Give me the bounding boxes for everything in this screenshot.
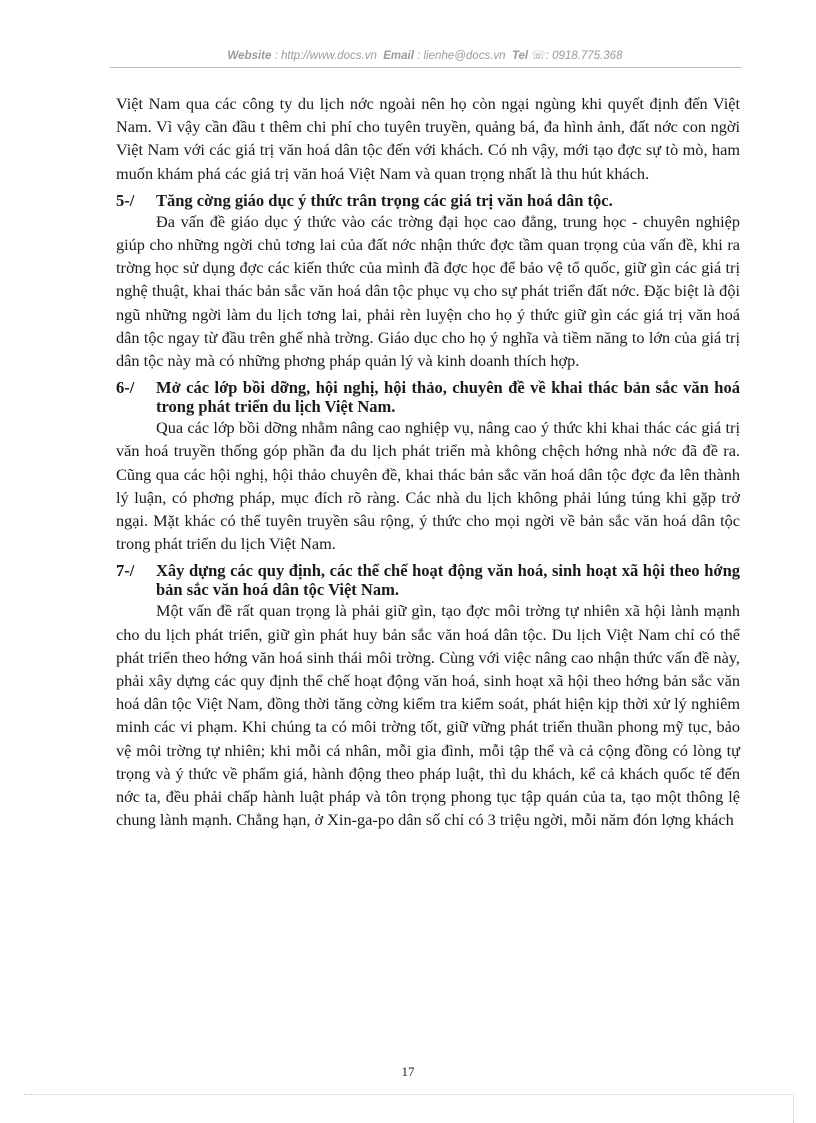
website-label: Website bbox=[227, 50, 272, 62]
section-6-body: Qua các lớp bồi dỡng nhằm nâng cao nghiệp vụ, nâng cao ý thức khi khai thác các giá trị văn hoá truyền thống góp phần đa du lịch phát triển mà không chệch hớng nhà nớc đã đề ra. Cũng qua các hội nghị, hội thảo chuyên đề, khai thác bản sắc văn hoá dân tộc đợc đa lên thành lý luận, có phơng pháp, mục đích rõ ràng. Các nhà du lịch không phải lúng túng khi gặp trở ngại. Mặt khác có thể tuyên truyền sâu rộng, ý thức cho mọi ngời về bản sắc văn hoá dân tộc trong phát triển du lịch Việt Nam. bbox=[116, 418, 740, 554]
section-6-heading bbox=[116, 378, 740, 416]
footer-dotted-line bbox=[24, 1094, 794, 1095]
phone-icon: ☏ bbox=[531, 50, 546, 62]
page-number: 17 bbox=[401, 1064, 415, 1079]
email-value[interactable]: : lienhe@docs.vn bbox=[417, 50, 506, 62]
section-5-number: 5-/ bbox=[116, 190, 135, 210]
header-rule bbox=[110, 67, 742, 68]
section-7-title: Xây dựng các quy định, các thể chế hoạt động văn hoá, sinh hoạt xã hội theo hớng bản sắc văn hoá dân tộc Việt Nam. bbox=[156, 561, 740, 600]
section-7-heading bbox=[116, 561, 740, 599]
tel-value: : 0918.775.368 bbox=[545, 50, 623, 62]
section-6-title: Mở các lớp bồi dỡng, hội nghị, hội thảo, chuyên đề về khai thác bản sắc văn hoá trong phát triển du lịch Việt Nam. bbox=[156, 378, 740, 417]
tel-label: Tel bbox=[511, 50, 529, 62]
page-corner-mark bbox=[793, 1096, 794, 1123]
paragraph-intro: Việt Nam qua các công ty du lịch nớc ngoài nên họ còn ngại ngùng khi quyết định đến Việt Nam. Vì vậy cần đầu t thêm chi phí cho tuyên truyền, quảng bá, đa hình ảnh, đất nớc con ngời Việt Nam với các giá trị văn hoá dân tộc đến với khách. Có nh vậy, mới tạo đợc sự tò mò, ham muốn khám phá các giá trị văn hoá Việt Nam và quan trọng nhất là thu hút khách. bbox=[116, 94, 740, 183]
document-body bbox=[116, 92, 740, 831]
section-5-body: Đa vấn đề giáo dục ý thức vào các trờng đại học cao đẳng, trung học - chuyên nghiệp giúp cho những ngời chủ tơng lai của đất nớc nhận thức đợc tầm quan trọng của vấn đề, khi ra trờng học sử dụng đợc các kiến thức của mình đã đợc học để bảo vệ tổ quốc, giữ gìn các giá trị nghệ thuật, khai thác bản sắc văn hoá dân tộc phục vụ cho sự phát triển đất nớc. Đặc biệt là đội ngũ những ngời làm du lịch tơng lai, phải rèn luyện cho họ ý thức giữ gìn các giá trị văn hoá dân tộc ngay từ đầu trên ghế nhà trờng. Giáo dục cho họ ý nghĩa và tiềm năng to lớn của giá trị dân tộc này mà có những phơng pháp quản lý và kinh doanh thích hợp. bbox=[116, 211, 740, 371]
section-6-number: 6-/ bbox=[116, 378, 135, 398]
section-7-number: 7-/ bbox=[116, 561, 135, 581]
email-label: Email bbox=[383, 50, 414, 62]
section-7-body: Một vấn đề rất quan trọng là phải giữ gìn, tạo đợc môi trờng tự nhiên xã hội lành mạnh cho du lịch phát triển, giữ gìn phát huy bản sắc văn hoá dân tộc. Du lịch Việt Nam chỉ có thể phát triển theo hớng văn hoá sinh thái môi trờng. Cùng với việc nâng cao nhận thức vấn đề này, phải xây dựng các quy định thể chế hoạt động văn hoá, sinh hoạt xã hội theo hớng bản sắc văn hoá dân tộc Việt Nam, đồng thời tăng cờng kiểm tra kiểm soát, phát hiện kịp thời xử lý nghiêm minh các vi phạm. Khi chúng ta có môi trờng tốt, giữ vững phát triển thuần phong mỹ tục, bảo vệ môi trờng tự nhiên; khi mỗi cá nhân, mỗi gia đình, mỗi tập thể và cả cộng đồng có lòng tự trọng và ý thức về phẩm giá, hành động theo pháp luật, thì du khách, kể cả khách quốc tế đến nớc ta, đều phải chấp hành luật pháp và tôn trọng phong tục tập quán của ta, tạo một thông lệ chung lành mạnh. Chẳng hạn, ở Xin-ga-po dân số chỉ có 3 triệu ngời, mỗi năm đón lợng khách bbox=[116, 601, 740, 830]
section-5-title: Tăng cờng giáo dục ý thức trân trọng các giá trị văn hoá dân tộc. bbox=[156, 190, 613, 210]
section-5-heading bbox=[116, 191, 740, 210]
website-value[interactable]: : http://www.docs.vn bbox=[274, 50, 377, 62]
page-header bbox=[110, 48, 740, 62]
